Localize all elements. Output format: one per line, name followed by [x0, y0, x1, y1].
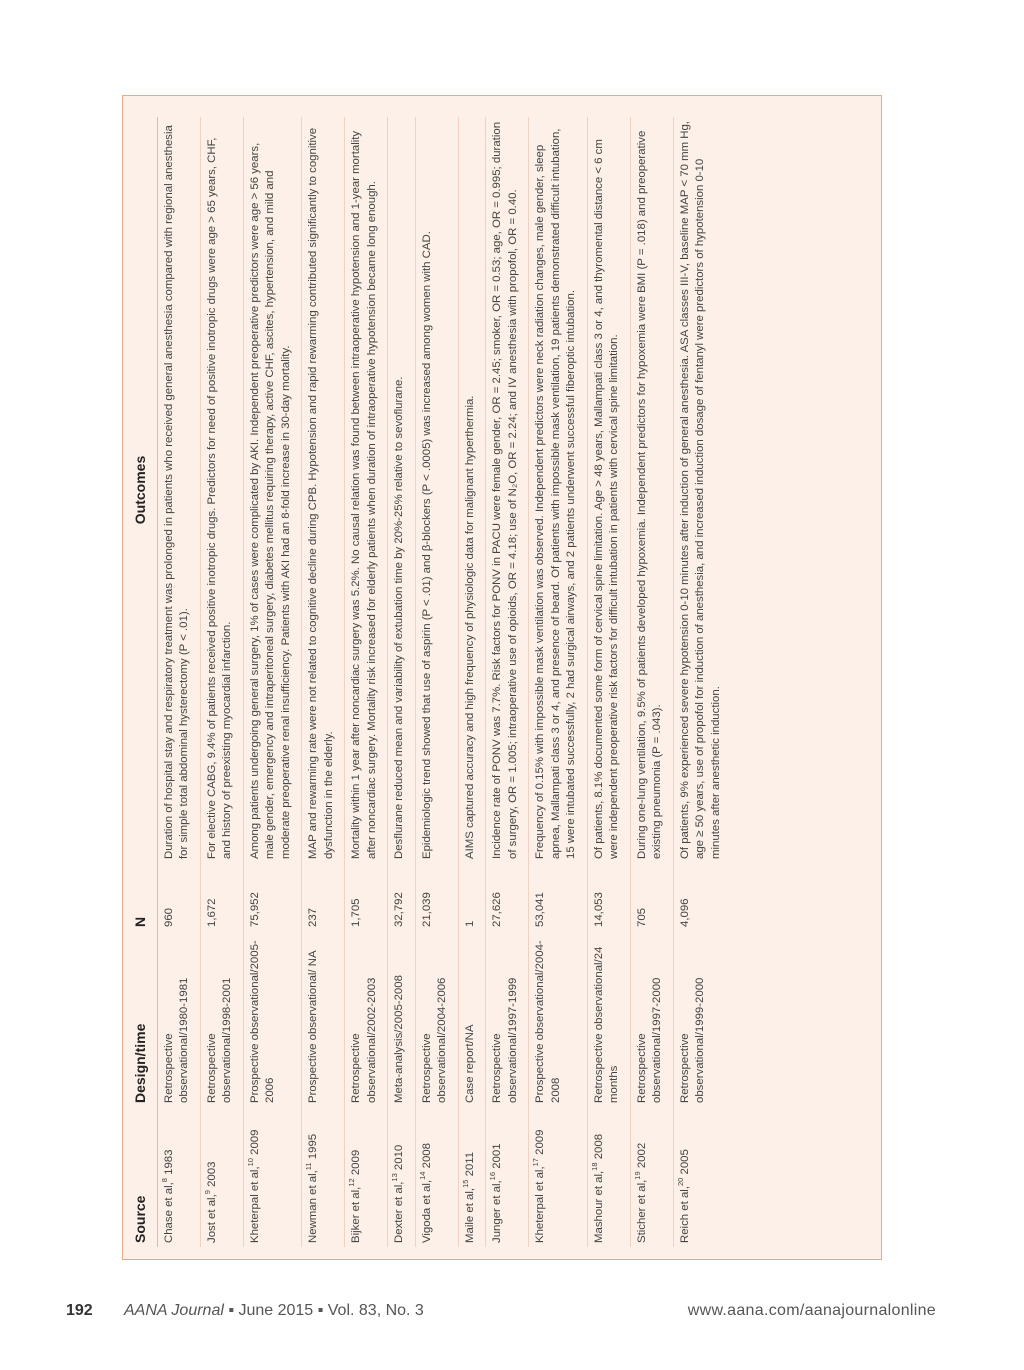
- outcomes-table: [123, 117, 731, 1247]
- source-cell: [345, 1107, 388, 1247]
- outcome-cell: Mortality within 1 year after noncardiac surgery was 5.2%. No causal relation was found between intraoperative hypotension and 1-year mortality after noncardiac surgery. Mortality risk increased for elderly patients when duration of intraoperative hypotension became long enough.: [345, 117, 388, 863]
- design-cell: Retrospective observational/1998-2001: [200, 931, 243, 1107]
- n-cell: 75,952: [243, 863, 302, 931]
- reference-number: 14: [417, 1171, 427, 1180]
- outcome-cell: Epidemiologic trend showed that use of aspirin (P < .01) and β-blockers (P < .0005) was increased among women with CAD.: [415, 117, 458, 863]
- source-cell: [673, 1107, 731, 1247]
- source-author: Jost et al,: [205, 1194, 218, 1243]
- n-cell: 4,096: [678, 898, 691, 927]
- design-cell: Prospective observational/2004-2008: [529, 931, 588, 1107]
- table-row: [302, 117, 345, 1247]
- source-year: 2010: [393, 1144, 405, 1174]
- header-outcomes: Outcomes: [123, 117, 157, 863]
- design-cell: Retrospective observational/1997-2000: [630, 931, 673, 1107]
- table-row: [200, 117, 243, 1247]
- source-year: 2008: [592, 1133, 605, 1163]
- design-cell: Meta-analysis/2005-2008: [388, 931, 416, 1107]
- n-cell: 21,039: [415, 863, 458, 931]
- source-author: Sticher et al,: [635, 1179, 648, 1243]
- source-author: Dexter et al,: [393, 1181, 405, 1243]
- source-year: 1983: [162, 1149, 175, 1179]
- n-cell: 237: [302, 863, 345, 931]
- design-cell: Retrospective observational/24 months: [587, 931, 630, 1107]
- source-year: 2008: [420, 1143, 433, 1172]
- source-year: 2001: [491, 1143, 503, 1172]
- source-cell: [388, 1107, 416, 1247]
- reference-number: 9: [202, 1190, 212, 1195]
- reference-number: 12: [347, 1178, 357, 1187]
- outcome-cell: Frequency of 0.15% with impossible mask ventilation was observed. Independent predictors were neck radiation changes, male gender, sleep apnea, Mallampati class 3 or 4, and presence of beard. Of patients with impossible mask ventilation, 19 patients demonstrated difficult intubation, 15 were intubated successfully, 2 had surgical airways, and 2 patients underwent successful fiberoptic intubation.: [529, 117, 588, 863]
- outcome-cell: Duration of hospital stay and respiratory treatment was prolonged in patients who received general anesthesia compared with regional anesthesia for simple total abdominal hysterectomy (P < .01).: [157, 117, 200, 863]
- design-cell: Retrospective observational/2002-2003: [345, 931, 388, 1107]
- page-footer: [66, 1302, 936, 1324]
- reference-number: 10: [245, 1158, 255, 1167]
- outcome-cell: AIMS captured accuracy and high frequency of physiologic data for malignant hyperthermia.: [458, 117, 486, 863]
- n-cell: 14,053: [587, 863, 630, 931]
- design-cell: Retrospective observational/2004-2006: [415, 931, 458, 1107]
- source-year: 2009: [350, 1149, 362, 1179]
- n-cell: 32,792: [388, 863, 416, 931]
- table-row: [486, 117, 529, 1247]
- n-cell: 27,626: [486, 863, 529, 931]
- outcome-cell: Among patients undergoing general surgery, 1% of cases were complicated by AKI. Independent preoperative predictors were age > 56 years, male gender, emergency and intraperitoneal surgery, diabetes mellitus requiring therapy, active CHF, ascites, hypertension, and mild and moderate preoperative renal insufficiency. Patients with AKI had an 8-fold increase in 30-day mortality.: [243, 117, 302, 863]
- source-year: 2011: [463, 1151, 476, 1180]
- reference-number: 16: [488, 1171, 498, 1181]
- source-author: Junger et al,: [491, 1180, 503, 1243]
- source-cell: [529, 1107, 588, 1247]
- table-header-row: [123, 117, 157, 1247]
- source-cell: [458, 1107, 486, 1247]
- outcome-cell: Incidence rate of PONV was 7.7%. Risk factors for PONV in PACU were female gender, OR = 2.45; smoker, OR = 0.53; age, OR = 0.995; duration of surgery, OR = 1.005; intraoperative use of opioids, OR = 4.18; use of N₂O, OR = 2.24; and IV anesthesia with propofol, OR = 0.40.: [486, 117, 529, 863]
- journal-website: www.aana.com/aanajournalonline: [687, 1302, 936, 1319]
- design-cell: Prospective observational/ NA: [302, 931, 345, 1107]
- table-row: [345, 117, 388, 1247]
- source-year: 2003: [205, 1161, 218, 1191]
- reference-number: 15: [460, 1179, 470, 1188]
- table-row: [458, 117, 486, 1247]
- header-n: N: [123, 863, 157, 931]
- journal-citation: [124, 1302, 424, 1320]
- n-cell: 53,041: [529, 863, 588, 931]
- table-row: [673, 117, 731, 1247]
- table-row: [630, 117, 673, 1247]
- table-row: [388, 117, 416, 1247]
- n-cell: 705: [630, 863, 673, 931]
- outcome-cell: During one-lung ventilation, 9.5% of patients developed hypoxemia. Independent predictors for hypoxemia were BMI (P = .018) and preoperative existing pneumonia (P = .043).: [630, 117, 673, 863]
- source-author: Kheterpal et al,: [534, 1166, 546, 1243]
- source-cell: [200, 1107, 243, 1247]
- design-cell: Retrospective observational/1980-1981: [157, 931, 200, 1107]
- outcome-cell: MAP and rewarming rate were not related to cognitive decline during CPB. Hypotension and rapid rewarming contributed significantly to cognitive dysfunction in the elderly.: [302, 117, 345, 863]
- source-year: 2002: [635, 1142, 648, 1172]
- source-cell: [157, 1107, 200, 1247]
- source-author: Kheterpal et al,: [248, 1166, 261, 1243]
- source-author: Bijker et al,: [350, 1186, 362, 1243]
- reference-number: 20: [675, 1177, 685, 1187]
- source-cell: [486, 1107, 529, 1247]
- page-number: 192: [66, 1302, 93, 1319]
- outcome-cell: For elective CABG, 9.4% of patients received positive inotropic drugs. Predictors for need of positive inotropic drugs were age > 65 years, CHF, and history of preexisting myocardial infarction.: [200, 117, 243, 863]
- reference-number: 19: [632, 1171, 642, 1180]
- source-cell: [302, 1107, 345, 1247]
- reference-number: 17: [531, 1158, 541, 1167]
- table-row: [587, 117, 630, 1247]
- design-cell: Case report/NA: [458, 931, 486, 1107]
- source-year: 2009: [534, 1129, 546, 1159]
- n-cell: 1,672: [200, 863, 243, 931]
- source-cell: [587, 1107, 630, 1247]
- table-body: [157, 117, 731, 1247]
- n-cell: 960: [157, 863, 200, 931]
- source-cell: [415, 1107, 458, 1247]
- reference-number: 8: [159, 1178, 169, 1183]
- source-author: Newman et al,: [307, 1170, 319, 1243]
- source-author: Mashour et al,: [592, 1170, 605, 1243]
- table-row: [529, 117, 588, 1247]
- header-source: Source: [123, 1107, 157, 1247]
- source-year: 1995: [307, 1133, 319, 1163]
- reference-number: 13: [390, 1173, 400, 1182]
- outcome-cell: Desflurane reduced mean and variability of extubation time by 20%-25% relative to sevoflurane.: [388, 117, 416, 863]
- n-cell: 1: [458, 863, 486, 931]
- header-design: Design/time: [123, 931, 157, 1107]
- source-year: 2009: [248, 1129, 261, 1159]
- journal-issue: ▪ June 2015 ▪ Vol. 83, No. 3: [223, 1302, 424, 1319]
- table-row: [243, 117, 302, 1247]
- outcome-cell: Of patients, 8.1% documented some form of cervical spine limitation. Age > 48 years, Mallampati class 3 or 4, and thyromental distance < 6 cm were independent preoperative risk factors for difficult intubation in patients with cervical spine limitation.: [587, 117, 630, 863]
- source-author: Reich et al,: [678, 1186, 691, 1243]
- source-year: 2005: [678, 1149, 691, 1178]
- source-author: Maile et al,: [463, 1187, 476, 1243]
- n-cell: 1,705: [345, 863, 388, 931]
- design-cell: Retrospective observational/1999-2000: [678, 977, 706, 1103]
- design-cell: Retrospective observational/1997-1999: [486, 931, 529, 1107]
- table-frame: [122, 95, 882, 1260]
- source-author: Chase et al,: [162, 1182, 175, 1243]
- table-row: [157, 117, 200, 1247]
- reference-number: 18: [589, 1162, 599, 1171]
- outcome-cell: Of patients, 9% experienced severe hypotension 0-10 minutes after induction of general anesthesia. ASA classes III-V, baseline MAP < 70 mm Hg, age ≥ 50 years, use of propofol for induction of anesthesia, and increased induction dosage of fentanyl were predictors of hypotension 0-10 minutes after anesthetic induction.: [678, 121, 722, 859]
- source-cell: [630, 1107, 673, 1247]
- source-cell: [243, 1107, 302, 1247]
- design-cell: Prospective observational/2005-2006: [243, 931, 302, 1107]
- rotated-table-container: [123, 96, 881, 1259]
- journal-name: AANA Journal: [124, 1302, 224, 1319]
- reference-number: 11: [304, 1162, 314, 1171]
- table-row: [415, 117, 458, 1247]
- source-author: Vigoda et al,: [420, 1179, 433, 1243]
